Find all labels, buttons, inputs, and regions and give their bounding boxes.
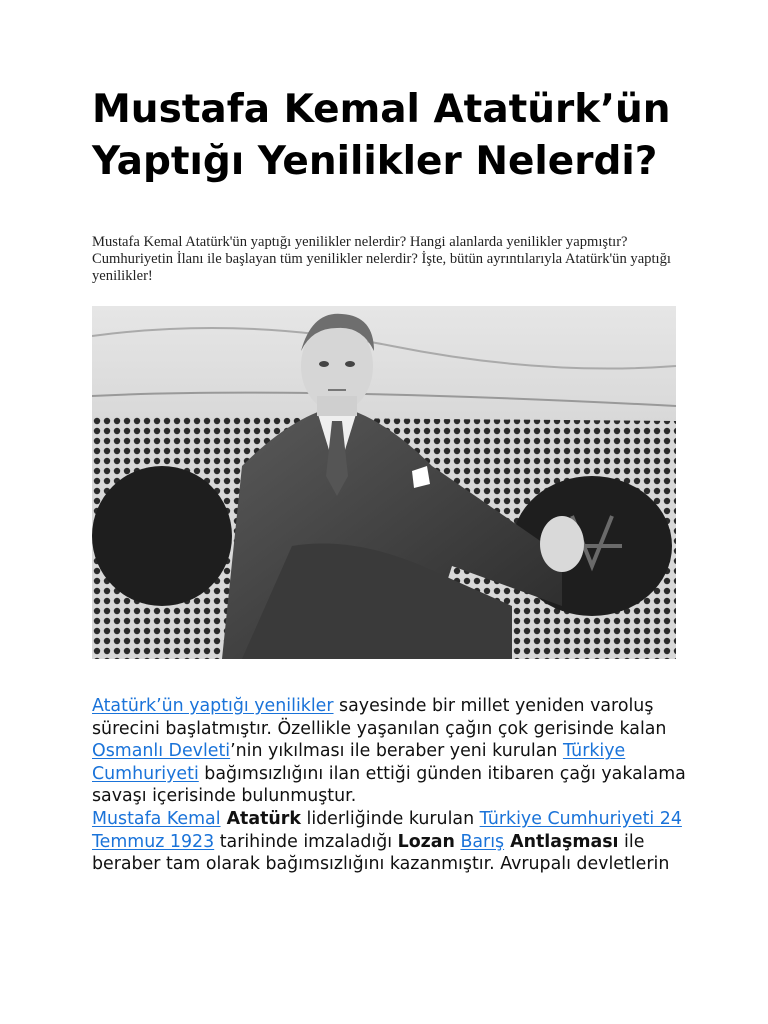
bold-ataturk: Atatürk <box>220 808 301 829</box>
paragraph-2-text-1: liderliğinde kurulan <box>300 808 480 829</box>
link-ataturk-yenilikler[interactable]: Atatürk’ün yaptığı yenilikler <box>92 696 334 716</box>
paragraph-1-text-2: ’nin yıkılması ile beraber yeni kurulan <box>230 741 563 762</box>
link-osmanli-devleti[interactable]: Osmanlı Devleti <box>92 741 231 762</box>
bold-antlasmasi: Antlaşması <box>504 831 619 852</box>
paragraph-1-text-3: bağımsızlığını ilan ettiği günden itibaren çağı yakalama savaşı içerisinde bulunmuştur. <box>92 763 686 807</box>
paragraph-2-text-3: ile beraber tam olarak bağımsızlığını kazanmıştır. Avrupalı devletlerin <box>92 831 670 875</box>
bold-lozan: Lozan <box>397 831 455 852</box>
paragraph-2-text-2: tarihinde imzaladığı <box>214 831 398 852</box>
article-title: Mustafa Kemal Atatürk’ün Yaptığı Yenilikler Nelerdi? <box>92 87 671 184</box>
article-lead: Mustafa Kemal Atatürk'ün yaptığı yenilikler nelerdir? Hangi alanlarda yenilikler yapmıştır? Cumhuriyetin İlanı ile başlayan tüm yenilikler nelerdir? İşte, bütün ayrıntılarıyla Atatürk'ün yaptığı yenilikler! <box>92 234 671 284</box>
article-photo <box>92 306 676 659</box>
article-body <box>92 695 692 876</box>
link-turkiye-cumhuriyeti-1923[interactable]: Türkiye Cumhuriyeti 24 Temmuz 1923 <box>92 808 682 852</box>
paragraph-2 <box>92 808 692 876</box>
paragraph-1 <box>92 695 692 808</box>
link-baris[interactable]: Barış <box>460 831 505 852</box>
link-turkiye-cumhuriyeti[interactable]: Türkiye Cumhuriyeti <box>92 741 626 784</box>
link-mustafa-kemal[interactable]: Mustafa Kemal <box>92 808 221 829</box>
paragraph-1-text-1: sayesinde bir millet yeniden varoluş sürecini başlatmıştır. Özellikle yaşanılan çağın çok gerisinde kalan <box>92 696 667 739</box>
